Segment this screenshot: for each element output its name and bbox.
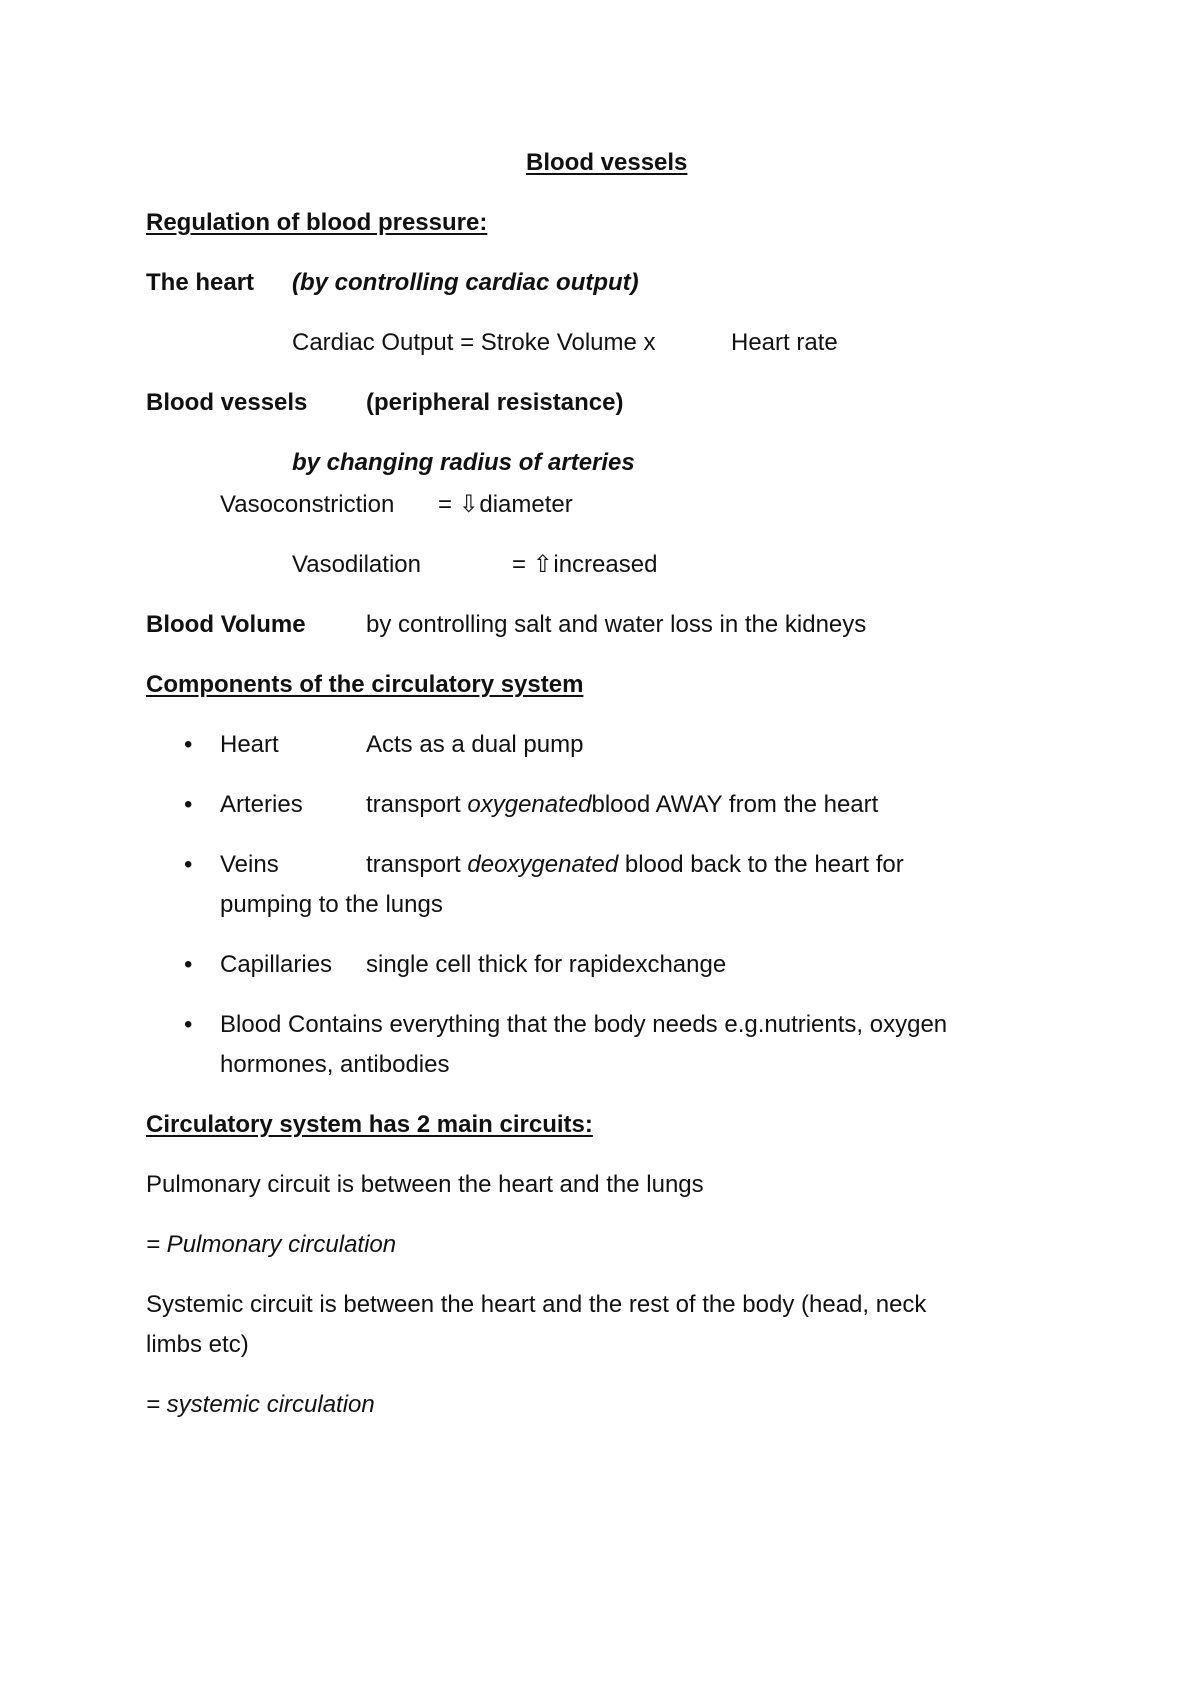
equals-sign: = [512, 551, 527, 578]
component-term-capillaries: Capillaries [220, 951, 333, 978]
heart-label: The heart [146, 269, 255, 296]
cardiac-output-formula: Cardiac Output = Stroke Volume x [292, 329, 656, 356]
volume-text: by controlling salt and water loss in the kidneys [366, 611, 867, 638]
arrow-up-icon: ⇧ [532, 551, 553, 578]
text-part: blood back to the heart for [618, 851, 904, 878]
systemic-result: = systemic circulation [146, 1391, 375, 1418]
bullet-icon: • [184, 951, 193, 978]
component-term-arteries: Arteries [220, 791, 303, 818]
volume-label: Blood Volume [146, 611, 306, 638]
vasoconstriction-label: Vasoconstriction [220, 491, 395, 518]
page-title: Blood vessels [526, 149, 688, 176]
italic-term: oxygenated [467, 791, 592, 818]
vasoconstriction-value: diameter [479, 491, 573, 518]
vasodilation-value: increased [553, 551, 658, 578]
component-text-arteries [366, 790, 878, 820]
regulation-heading: Regulation of blood pressure: [146, 209, 488, 236]
vessels-label: Blood vessels [146, 389, 308, 416]
italic-term: deoxygenated [467, 851, 619, 878]
component-text-heart: Acts as a dual pump [366, 731, 584, 758]
bullet-icon: • [184, 791, 193, 818]
component-term-heart: Heart [220, 731, 279, 758]
heart-rate-term: Heart rate [731, 329, 838, 356]
vasodilation-equation [512, 550, 657, 580]
circuits-heading: Circulatory system has 2 main circuits: [146, 1111, 593, 1138]
systemic-text-cont: limbs etc) [146, 1331, 249, 1358]
systemic-text: Systemic circuit is between the heart and the rest of the body (head, neck [146, 1291, 927, 1318]
equals-sign: = [438, 491, 453, 518]
bullet-icon: • [184, 851, 193, 878]
heart-note: (by controlling cardiac output) [292, 269, 639, 296]
bullet-icon: • [184, 731, 193, 758]
vessels-note: (peripheral resistance) [366, 389, 624, 416]
text-part: transport [366, 791, 468, 818]
component-text-blood-cont: hormones, antibodies [220, 1051, 450, 1078]
text-part: blood AWAY from the heart [591, 791, 879, 818]
component-text-blood: Blood Contains everything that the body needs e.g.nutrients, oxygen [220, 1011, 948, 1038]
vasodilation-label: Vasodilation [292, 551, 421, 578]
pulmonary-result: = Pulmonary circulation [146, 1231, 397, 1258]
components-heading: Components of the circulatory system [146, 671, 584, 698]
bullet-icon: • [184, 1011, 193, 1038]
vessels-method: by changing radius of arteries [292, 449, 635, 476]
component-text-veins [366, 850, 904, 880]
pulmonary-text: Pulmonary circuit is between the heart and the lungs [146, 1171, 704, 1198]
component-text-capillaries: single cell thick for rapidexchange [366, 951, 727, 978]
text-part: transport [366, 851, 468, 878]
arrow-down-icon: ⇩ [458, 491, 479, 518]
component-text-veins-cont: pumping to the lungs [220, 891, 443, 918]
component-term-veins: Veins [220, 851, 279, 878]
vasoconstriction-equation [438, 490, 573, 520]
